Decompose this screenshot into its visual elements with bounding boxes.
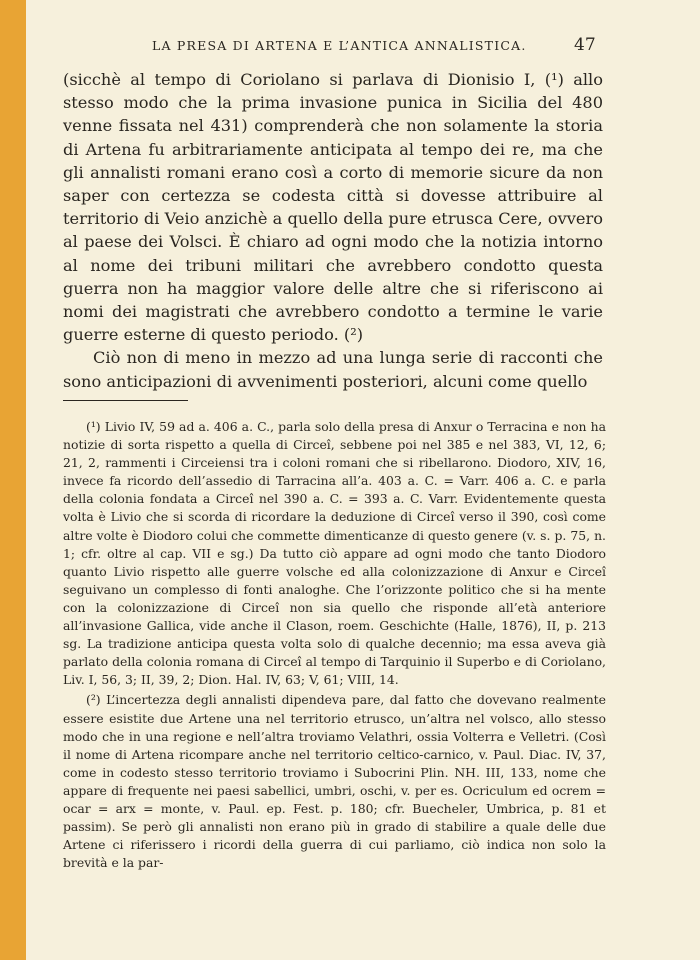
page-number: 47 (574, 35, 596, 55)
page-header (26, 36, 700, 58)
body-paragraph: Ciò non di meno in mezzo ad una lunga serie di racconti che sono anticipazioni di avvenimenti posteriori, alcuni come quello (63, 348, 603, 391)
footnotes (63, 418, 606, 872)
footnote-separator (63, 400, 188, 401)
running-title: LA PRESA DI ARTENA E L’ANTICA ANNALISTICA. (152, 38, 527, 53)
body-paragraph: (sicchè al tempo di Coriolano si parlava di Dionisio I, (¹) allo stesso modo che la prima invasione punica in Sicilia del 480 venne fissata nel 431) comprenderà che non solamente la storia di Artena fu arbitrariamente anticipata al tempo dei re, ma che gli annalisti romani erano così a corto di memorie sicure da non saper con certezza se codesta città si dovesse attribuire al territorio di Veio anzichè a quello della pure etrusca Cere, ovvero al paese dei Volsci. È chiaro ad ogni modo che la notizia intorno al nome dei tribuni militari che avrebbero condotto questa guerra non ha maggior valore delle altre che si riferiscono ai nomi dei magistrati che avrebbero condotto a termine le varie guerre esterne di questo periodo. (²) (63, 70, 603, 345)
footnote: (¹) Livio IV, 59 ad a. 406 a. C., parla solo della presa di Anxur o Terracina e non ha notizie di sorta rispetto a quella di Circeî, sebbene poi nel 385 e nel 383, VI, 12, 6; 21, 2, rammenti i Circeiensi tra i coloni romani che si ribellarono. Diodoro, XIV, 16, invece fa ricordo dell’assedio di Tarracina all’a. 403 a. C. = Varr. 406 a. C. e parla della colonia fondata a Circeî nel 390 a. C. = 393 a. C. Varr. Evidentemente questa volta è Livio che si scorda di ricordare la deduzione di Circeî verso il 390, così come altre volte è Diodoro colui che commette dimenticanze di questo genere (v. s. p. 75, n. 1; cfr. oltre al cap. VII e sg.) Da tutto ciò appare ad ogni modo che tanto Diodoro quanto Livio rispetto alle guerre volsche ed alla colonizzazione di Anxur e Circeî seguivano un complesso di fonti analoghe. Che l’orizzonte politico che si ha mente con la colonizzazione di Circeî non sia quello che risponde all’età anteriore all’invasione Gallica, vide anche il Clason, roem. Geschichte (Halle, 1876), II, p. 213 sg. La tradizione anticipa questa volta solo di qualche decennio; ma essa aveva già parlato della colonia romana di Circeî al tempo di Tarquinio il Superbo e di Coriolano, Liv. I, 56, 3; II, 39, 2; Dion. Hal. IV, 63; V, 61; VIII, 14. (63, 419, 606, 688)
footnote: (²) L’incertezza degli annalisti dipendeva pare, dal fatto che dovevano realmente essere esistite due Artene una nel territorio etrusco, un’altra nel volsco, allo stesso modo che in una regione e nell’altra troviamo Velathri, ossia Volterra e Velletri. (Così il nome di Artena ricompare anche nel territorio celtico-carnico, v. Paul. Diac. IV, 37, come in codesto stesso territorio troviamo i Subocrini Plin. NH. III, 133, nome che appare di frequente nei paesi sabellici, umbri, oschi, v. per es. Ocriculum ed ocrem = ocar = arx = monte, v. Paul. ep. Fest. p. 180; cfr. Buecheler, Umbrica, p. 81 et passim). Se però gli annalisti non erano più in grado di stabilire a quale delle due Artene ci riferissero i ricordi della guerra di cui parliamo, ciò indica non solo la brevità e la par- (63, 692, 606, 871)
book-page (26, 0, 700, 960)
main-text (63, 68, 603, 393)
